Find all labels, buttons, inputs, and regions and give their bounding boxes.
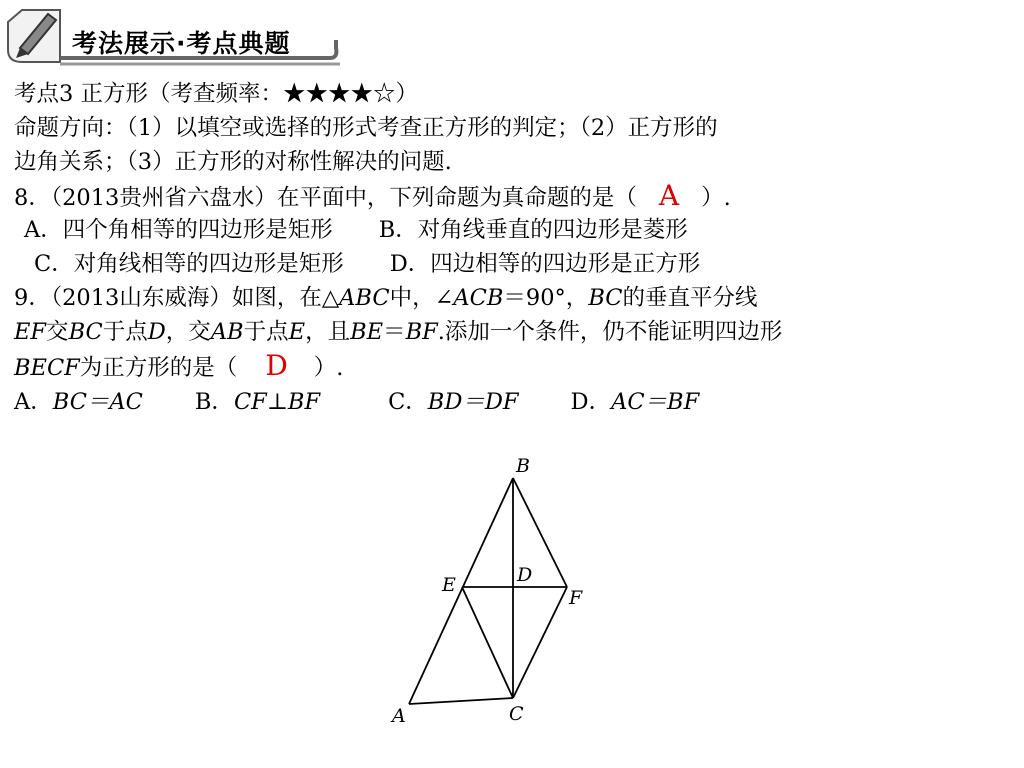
direction-line-2: 边角关系；（3）正方形的对称性解决的问题. [14, 149, 452, 175]
q9-options [14, 386, 699, 418]
q8-options-row-1 [24, 214, 688, 246]
q8-stem-text: 8．（2013贵州省六盘水）在平面中，下列命题为真命题的是（ [14, 185, 637, 211]
direction-line-1: 命题方向：（1）以填空或选择的形式考查正方形的判定；（2）正方形的 [14, 115, 718, 141]
point-label-d: D [517, 564, 533, 586]
q8-stem-end: ）. [701, 185, 731, 211]
q9-option-c: BD＝DF [427, 389, 519, 415]
q9-text: 于点 [243, 319, 289, 345]
q9-math: ACB [453, 285, 504, 311]
q9-math: BE [350, 319, 384, 345]
q9-math: BC [68, 319, 103, 345]
q9-math: EF [14, 319, 47, 345]
q9-option-a-label: A． [14, 389, 53, 415]
q9-option-d-label: D． [570, 389, 612, 415]
q9-line-1 [14, 282, 758, 314]
q8-option-c: C．对角线相等的四边形是矩形 [34, 251, 344, 277]
segment-fc [513, 587, 567, 698]
geometry-diagram [380, 452, 600, 732]
q9-text: 为正方形的是（ [79, 355, 238, 381]
segment-ab [409, 478, 513, 704]
point-label-b: B [516, 455, 530, 477]
geometry-figure [380, 452, 600, 732]
q9-text: ＝90°， [503, 285, 589, 311]
topic-name: 正方形（考查频率：★★★★☆） [80, 81, 418, 107]
q9-math: BECF [14, 355, 80, 381]
q9-text: 交 [46, 319, 69, 345]
topic-line [14, 78, 418, 110]
point-label-c: C [509, 703, 524, 725]
point-label-e: E [442, 574, 456, 596]
q9-option-a: BC＝AC [52, 389, 143, 415]
segment-ac [409, 698, 513, 704]
q8-stem [14, 180, 731, 214]
q9-text: ，且 [305, 319, 351, 345]
q9-text: 9．（2013山东威海）如图，在△ [14, 285, 340, 311]
q9-option-b: CF⊥BF [233, 389, 321, 415]
banner-title: 考法展示·考点典题 [72, 29, 291, 58]
q9-line-3 [14, 350, 343, 384]
q9-text: ，交 [165, 319, 211, 345]
q9-math: BC [588, 285, 623, 311]
q9-text: ＝ [383, 319, 406, 345]
q9-math: ABC [339, 285, 390, 311]
q8-option-b: B．对角线垂直的四边形是菱形 [378, 217, 688, 243]
q9-option-c-label: C． [388, 389, 428, 415]
q9-text: 中，∠ [389, 285, 454, 311]
q9-text: .添加一个条件，仍不能证明四边形 [437, 319, 783, 345]
q9-math: BF [405, 319, 438, 345]
q8-option-d: D．四边相等的四边形是正方形 [389, 251, 701, 277]
q9-math: AB [210, 319, 244, 345]
q8-answer: A [658, 179, 680, 212]
q8-option-a: A．四个角相等的四边形是矩形 [24, 217, 333, 243]
section-banner [0, 0, 350, 70]
q9-answer: D [265, 349, 288, 382]
q9-math: E [288, 319, 306, 345]
q9-text: ）. [313, 355, 344, 381]
q9-option-d: AC＝BF [611, 389, 700, 415]
point-label-a: A [392, 705, 406, 727]
q8-options-row-2 [34, 248, 700, 280]
q9-option-b-label: B． [194, 389, 234, 415]
q9-line-2 [14, 316, 782, 348]
segment-ec [462, 587, 513, 698]
q9-math: D [147, 319, 166, 345]
q9-text: 于点 [102, 319, 148, 345]
point-label-f: F [569, 587, 583, 609]
topic-label: 考点3 [14, 81, 74, 107]
q9-text: 的垂直平分线 [622, 285, 758, 311]
